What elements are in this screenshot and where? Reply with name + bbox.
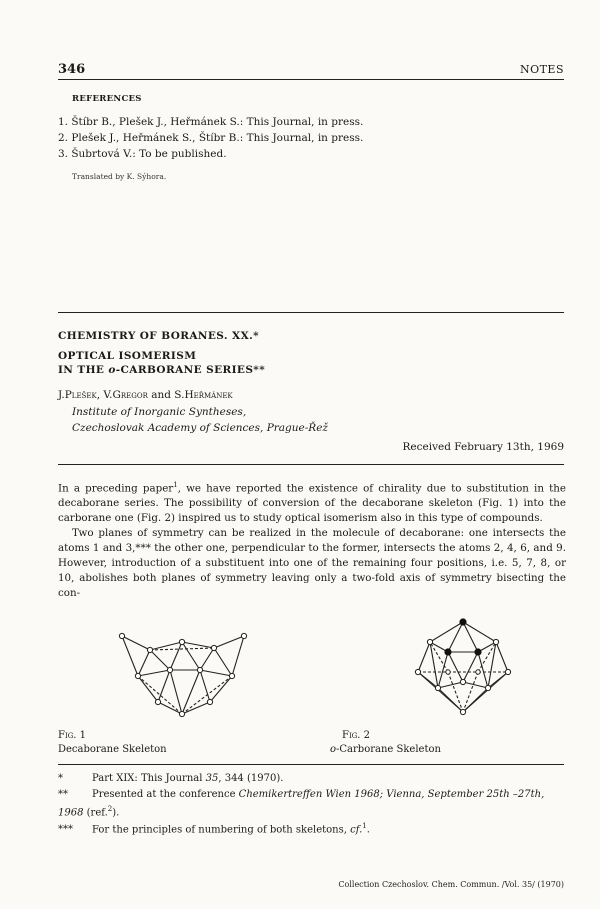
references-heading: REFERENCES [72, 94, 142, 104]
reference-item: 3. Šubrtová V.: To be published. [58, 148, 227, 160]
paragraph-2: Two planes of symmetry can be realized in the molecule of decaborane: one intersects the atoms 1 and 3,*** the other one, perpendicular to the former, intersects the atoms 2, 4, 6, and 9. However, introduction of a substituent into one of the remaining four positions, i.e. 5, 7, 8, or 10, abolishes both planes of symmetry leaving only a two-fold axis of symmetry bisecting the con- [58, 527, 566, 600]
author-2: V.Gregor [103, 389, 148, 401]
article-title-line1: OPTICAL ISOMERISM [58, 350, 197, 362]
authors: J.Plešek, V.Gregor and S.Heřmánek [58, 389, 233, 401]
figure-2-caption: o-Carborane Skeleton [330, 744, 441, 755]
paragraph-1: In a preceding paper$^1$, we have reported the existence of chirality due to substitution in the decaborane series. The possibility of conversion of the decaborane skeleton (Fig. 1) into the carborane one (Fig. 2) inspired us to study optical isomerism also in this type of compounds. [58, 481, 566, 525]
figure-2-carborane-diagram [408, 612, 518, 724]
translator-note: Translated by K. Sýhora. [72, 172, 167, 181]
footnote-3: *** For the principles of numbering of both skeletons, cf.$^1$. [58, 822, 370, 836]
article-title-line2: IN THE o-CARBORANE SERIES** [58, 364, 266, 376]
footnote-1: * Part XIX: This Journal 35, 344 (1970). [58, 773, 284, 784]
received-date: Received February 13th, 1969 [402, 441, 564, 453]
affiliation-line2: Czechoslovak Academy of Sciences, Prague-Řež [72, 422, 328, 434]
section-header: NOTES [519, 63, 564, 76]
body-text [58, 478, 566, 601]
affiliation-line1: Institute of Inorganic Syntheses, [72, 406, 247, 418]
author-1: J.Plešek [58, 389, 97, 401]
author-3: S.Heřmánek [174, 389, 233, 401]
figure-1-caption: Decaborane Skeleton [58, 744, 167, 755]
header-rule [58, 79, 564, 80]
body-divider [58, 464, 564, 465]
page-number: 346 [58, 62, 86, 77]
footnote-2: ** Presented at the conference Chemikertreffen Wien 1968; Vienna, September 25th –27th, 1968 (ref.$^2$). [58, 789, 545, 819]
reference-item: 1. Štíbr B., Plešek J., Heřmánek S.: This Journal, in press. [58, 116, 364, 128]
reference-item: 2. Plešek J., Heřmánek S., Štíbr B.: This Journal, in press. [58, 132, 364, 144]
footnote-rule [58, 764, 564, 765]
figure-2-number: Fig. 2 [342, 730, 371, 741]
figure-1-decaborane-diagram [112, 618, 258, 724]
series-title: CHEMISTRY OF BORANES. XX.* [58, 330, 260, 342]
figure-1-number: Fig. 1 [58, 730, 87, 741]
journal-footer: Collection Czechoslov. Chem. Commun. /Vol. 35/ (1970) [338, 880, 564, 889]
section-divider [58, 312, 564, 313]
